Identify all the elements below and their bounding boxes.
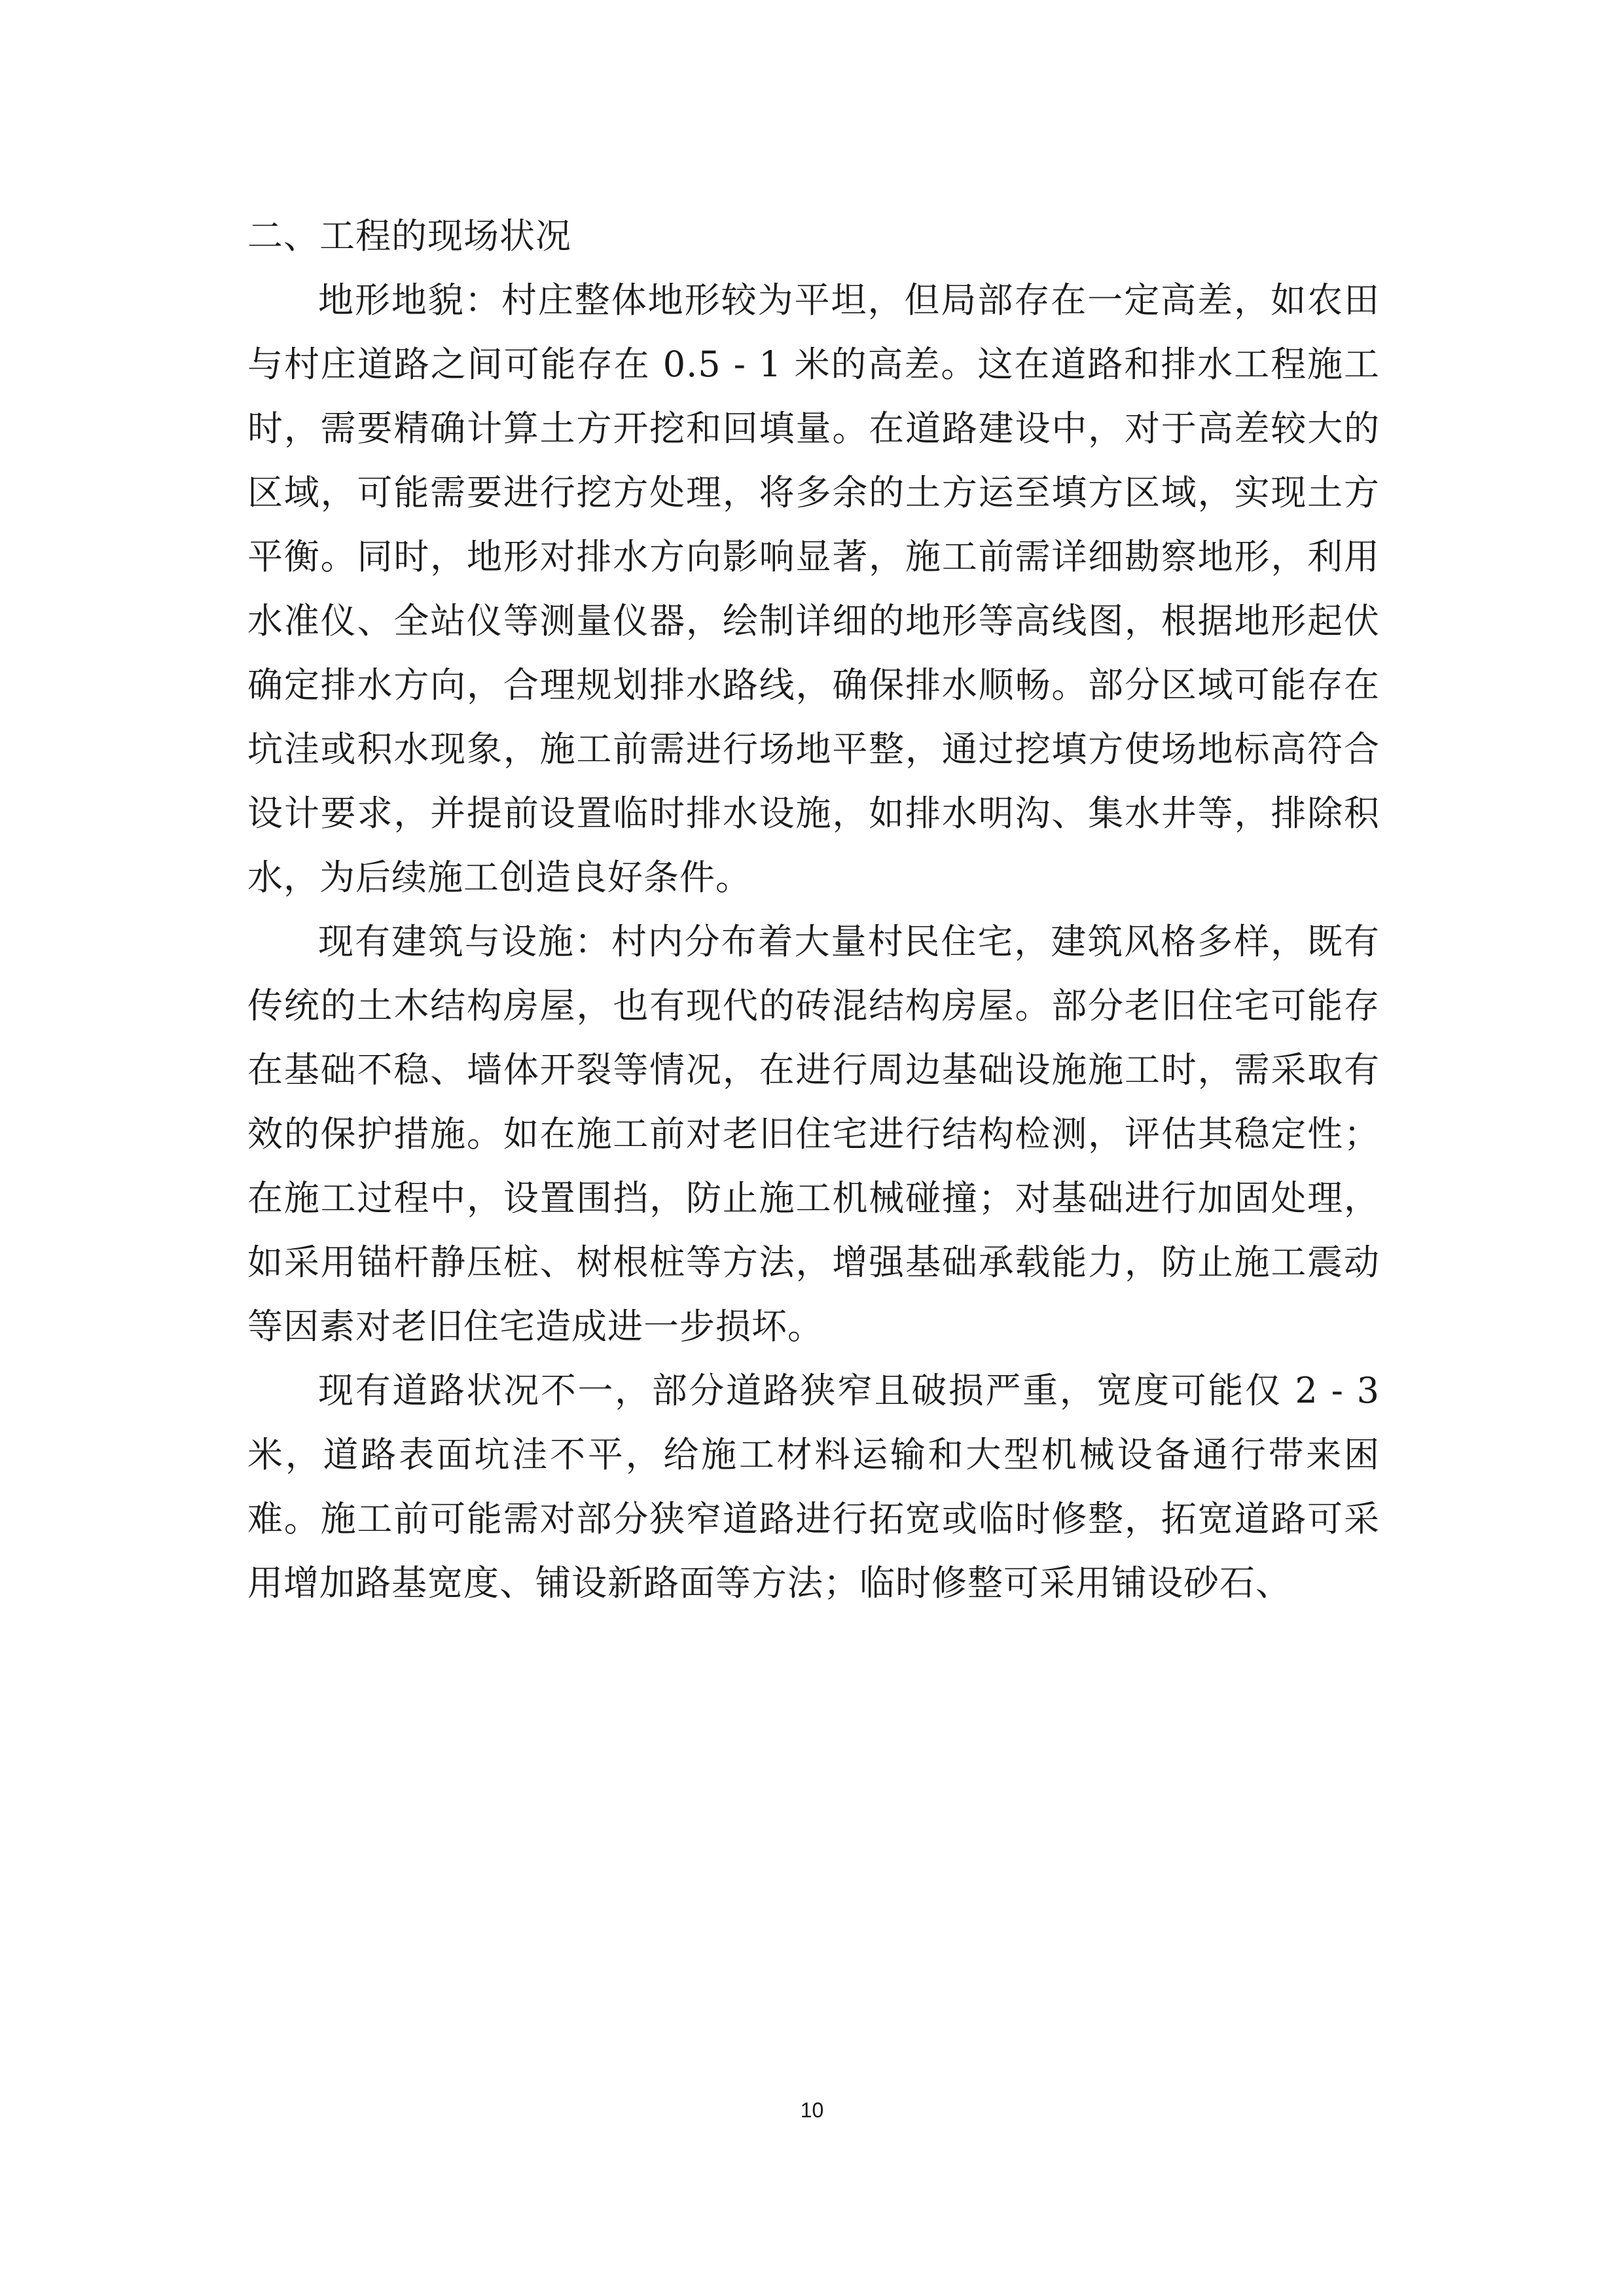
paragraph-existing-buildings: 现有建筑与设施：村内分布着大量村民住宅，建筑风格多样，既有传统的土木结构房屋，也有现代的砖混结构房屋。部分老旧住宅可能存在基础不稳、墙体开裂等情况，在进行周边基础设施施工时，需采取有效的保护措施。如在施工前对老旧住宅进行结构检测，评估其稳定性；在施工过程中，设置围挡，防止施工机械碰撞；对基础进行加固处理，如采用锚杆静压桩、树根桩等方法，增强基础承载能力，防止施工震动等因素对老旧住宅造成进一步损坏。: [247, 921, 1380, 1347]
page-number: 10: [800, 2098, 824, 2122]
paragraph-existing-roads: 现有道路状况不一，部分道路狭窄且破损严重，宽度可能仅 2 - 3 米，道路表面坑洼不平，给施工材料运输和大型机械设备通行带来困难。施工前可能需对部分狭窄道路进行拓宽或临时修整，拓宽道路可采用增加路基宽度、铺设新路面等方法；临时修整可采用铺设砂石、: [247, 1370, 1380, 1604]
document-body: [247, 204, 1380, 1615]
paragraph-terrain: 地形地貌：村庄整体地形较为平坦，但局部存在一定高差，如农田与村庄道路之间可能存在 0.5 - 1 米的高差。这在道路和排水工程施工时，需要精确计算土方开挖和回填量。在道路建设中，对于高差较大的区域，可能需要进行挖方处理，将多余的土方运至填方区域，实现土方平衡。同时，地形对排水方向影响显著，施工前需详细勘察地形，利用水准仪、全站仪等测量仪器，绘制详细的地形等高线图，根据地形起伏确定排水方向，合理规划排水路线，确保排水顺畅。部分区域可能存在坑洼或积水现象，施工前需进行场地平整，通过挖填方使场地标高符合设计要求，并提前设置临时排水设施，如排水明沟、集水井等，排除积水，为后续施工创造良好条件。: [247, 279, 1380, 898]
section-heading: 二、工程的现场状况: [247, 215, 571, 257]
